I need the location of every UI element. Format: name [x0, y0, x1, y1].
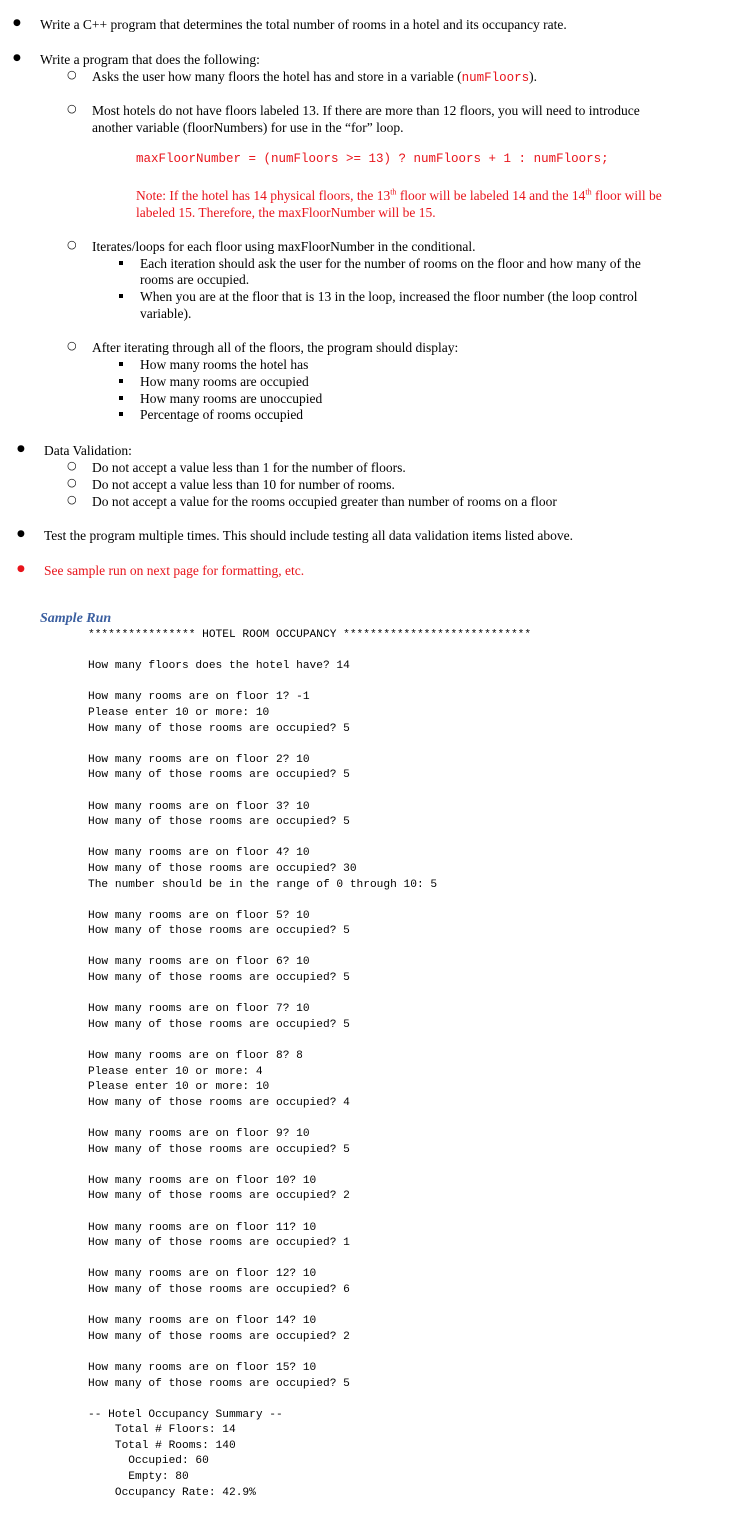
sample-line: How many rooms are on floor 11? 10	[88, 1221, 317, 1234]
sample-line: Empty: 80	[88, 1471, 189, 1484]
sample-line	[88, 784, 531, 800]
sample-line: How many of those rooms are occupied? 1	[88, 1237, 350, 1250]
sample-line: How many rooms are on floor 4? 10	[88, 847, 310, 860]
sample-line: How many of those rooms are occupied? 30	[88, 862, 357, 875]
sample-line	[88, 1158, 531, 1174]
sample-line: How many of those rooms are occupied? 4	[88, 1096, 350, 1109]
sample-line: How many of those rooms are occupied? 5	[88, 972, 350, 985]
sample-line: Occupancy Rate: 42.9%	[88, 1486, 256, 1499]
circle-bullet-icon: ○	[67, 493, 77, 506]
square-bullet-icon	[119, 261, 123, 265]
note-line1: Note: If the hotel has 14 physical floors, the 13th floor will be labeled 14 and the 14th floor will be	[136, 187, 662, 203]
item4-sub: Percentage of rooms occupied	[140, 407, 304, 422]
item3-sub1-line2: rooms are occupied.	[140, 272, 250, 287]
sample-line: Please enter 10 or more: 10	[88, 706, 270, 719]
sample-line: How many rooms are on floor 15? 10	[88, 1361, 317, 1374]
sample-run-title: Sample Run	[40, 611, 112, 626]
sample-line: How many rooms are on floor 1? -1	[88, 691, 310, 704]
sample-line: Total # Rooms: 140	[88, 1439, 236, 1452]
circle-bullet-icon: ○	[67, 238, 77, 251]
sample-line: How many rooms are on floor 12? 10	[88, 1268, 317, 1281]
sample-line: **************** HOTEL ROOM OCCUPANCY ****************************	[88, 629, 532, 641]
sample-line	[88, 737, 531, 753]
bullet-icon: ●	[17, 529, 25, 539]
item3-sub2-line1: When you are at the floor that is 13 in the loop, increased the floor number (the loop control	[140, 289, 638, 304]
item4-text: After iterating through all of the floors, the program should display:	[92, 340, 459, 355]
circle-bullet-icon: ○	[67, 476, 77, 489]
sample-line: How many floors does the hotel have? 14	[88, 660, 350, 673]
item4-sub: How many rooms the hotel has	[140, 357, 309, 372]
sample-line: How many of those rooms are occupied? 2	[88, 1330, 350, 1343]
square-bullet-icon	[119, 362, 123, 366]
sample-line: How many of those rooms are occupied? 5	[88, 1143, 350, 1156]
bullet-icon: ●	[17, 444, 25, 454]
bullet-icon: ●	[17, 564, 25, 574]
sample-line: How many rooms are on floor 6? 10	[88, 956, 310, 969]
sample-line: The number should be in the range of 0 through 10: 5	[88, 878, 438, 891]
sample-line	[88, 893, 531, 909]
sample-line: Please enter 10 or more: 10	[88, 1081, 270, 1094]
validation-item: Do not accept a value for the rooms occupied greater than number of rooms on a floor	[92, 494, 557, 509]
sample-line	[88, 1299, 531, 1315]
sample-line: How many of those rooms are occupied? 5	[88, 722, 350, 735]
item3-text: Iterates/loops for each floor using maxFloorNumber in the conditional.	[92, 239, 476, 254]
sample-line: How many rooms are on floor 14? 10	[88, 1315, 317, 1328]
sample-line	[88, 1345, 531, 1361]
sample-output	[88, 628, 531, 1501]
validation-item: Do not accept a value less than 1 for the number of floors.	[92, 460, 406, 475]
square-bullet-icon	[119, 396, 123, 400]
sample-line: How many rooms are on floor 10? 10	[88, 1174, 317, 1187]
inline-code: numFloors	[461, 71, 530, 85]
sample-line: How many rooms are on floor 2? 10	[88, 753, 310, 766]
section4-text: Test the program multiple times. This should include testing all data validation items listed above.	[44, 528, 573, 543]
sample-line	[88, 1392, 531, 1408]
sample-line	[88, 987, 531, 1003]
sample-line: How many of those rooms are occupied? 6	[88, 1283, 350, 1296]
sample-line: How many of those rooms are occupied? 5	[88, 925, 350, 938]
bullet-icon: ●	[13, 18, 21, 28]
validation-item: Do not accept a value less than 10 for number of rooms.	[92, 477, 395, 492]
sample-line	[88, 940, 531, 956]
sample-line: Occupied: 60	[88, 1455, 209, 1468]
item2-line1: Most hotels do not have floors labeled 13. If there are more than 12 floors, you will need to introduce	[92, 103, 640, 118]
bullet-icon: ●	[13, 53, 21, 63]
square-bullet-icon	[119, 379, 123, 383]
section1-text: Write a C++ program that determines the total number of rooms in a hotel and its occupancy rate.	[40, 17, 567, 32]
sample-line	[88, 644, 531, 660]
sample-line: How many of those rooms are occupied? 2	[88, 1190, 350, 1203]
circle-bullet-icon: ○	[67, 102, 77, 115]
sample-line	[88, 675, 531, 691]
sample-line: How many rooms are on floor 7? 10	[88, 1003, 310, 1016]
section2-text: Write a program that does the following:	[40, 52, 260, 67]
circle-bullet-icon: ○	[67, 459, 77, 472]
sample-line	[88, 1205, 531, 1221]
sample-line	[88, 831, 531, 847]
item3-sub2-line2: variable).	[140, 306, 192, 321]
section3-text: Data Validation:	[44, 443, 132, 458]
item2-line2: another variable (floorNumbers) for use in the “for” loop.	[92, 120, 404, 135]
square-bullet-icon	[119, 294, 123, 298]
sample-line: Total # Floors: 14	[88, 1424, 236, 1437]
item1-text: Asks the user how many floors the hotel has and store in a variable (numFloors).	[92, 69, 538, 85]
sample-line: How many of those rooms are occupied? 5	[88, 1018, 350, 1031]
sample-line	[88, 1033, 531, 1049]
circle-bullet-icon: ○	[67, 339, 77, 352]
sample-line	[88, 1111, 531, 1127]
sample-line: -- Hotel Occupancy Summary --	[88, 1408, 283, 1421]
item4-sub: How many rooms are unoccupied	[140, 391, 323, 406]
sample-line: How many rooms are on floor 8? 8	[88, 1050, 303, 1063]
item3-sub1-line1: Each iteration should ask the user for the number of rooms on the floor and how many of the	[140, 256, 641, 271]
square-bullet-icon	[119, 412, 123, 416]
code-line: maxFloorNumber = (numFloors >= 13) ? numFloors + 1 : numFloors;	[136, 152, 609, 166]
sample-line	[88, 1252, 531, 1268]
circle-bullet-icon: ○	[67, 68, 77, 81]
sample-line: How many of those rooms are occupied? 5	[88, 769, 350, 782]
item4-sub: How many rooms are occupied	[140, 374, 309, 389]
sample-line: How many of those rooms are occupied? 5	[88, 816, 350, 829]
sample-line: How many rooms are on floor 5? 10	[88, 909, 310, 922]
sample-line: How many rooms are on floor 9? 10	[88, 1128, 310, 1140]
sample-line: Please enter 10 or more: 4	[88, 1065, 263, 1078]
sample-line: How many rooms are on floor 3? 10	[88, 800, 310, 813]
sample-line: How many of those rooms are occupied? 5	[88, 1377, 350, 1390]
section5-text: See sample run on next page for formatting, etc.	[44, 563, 305, 578]
note-line2: labeled 15. Therefore, the maxFloorNumber will be 15.	[136, 205, 436, 220]
